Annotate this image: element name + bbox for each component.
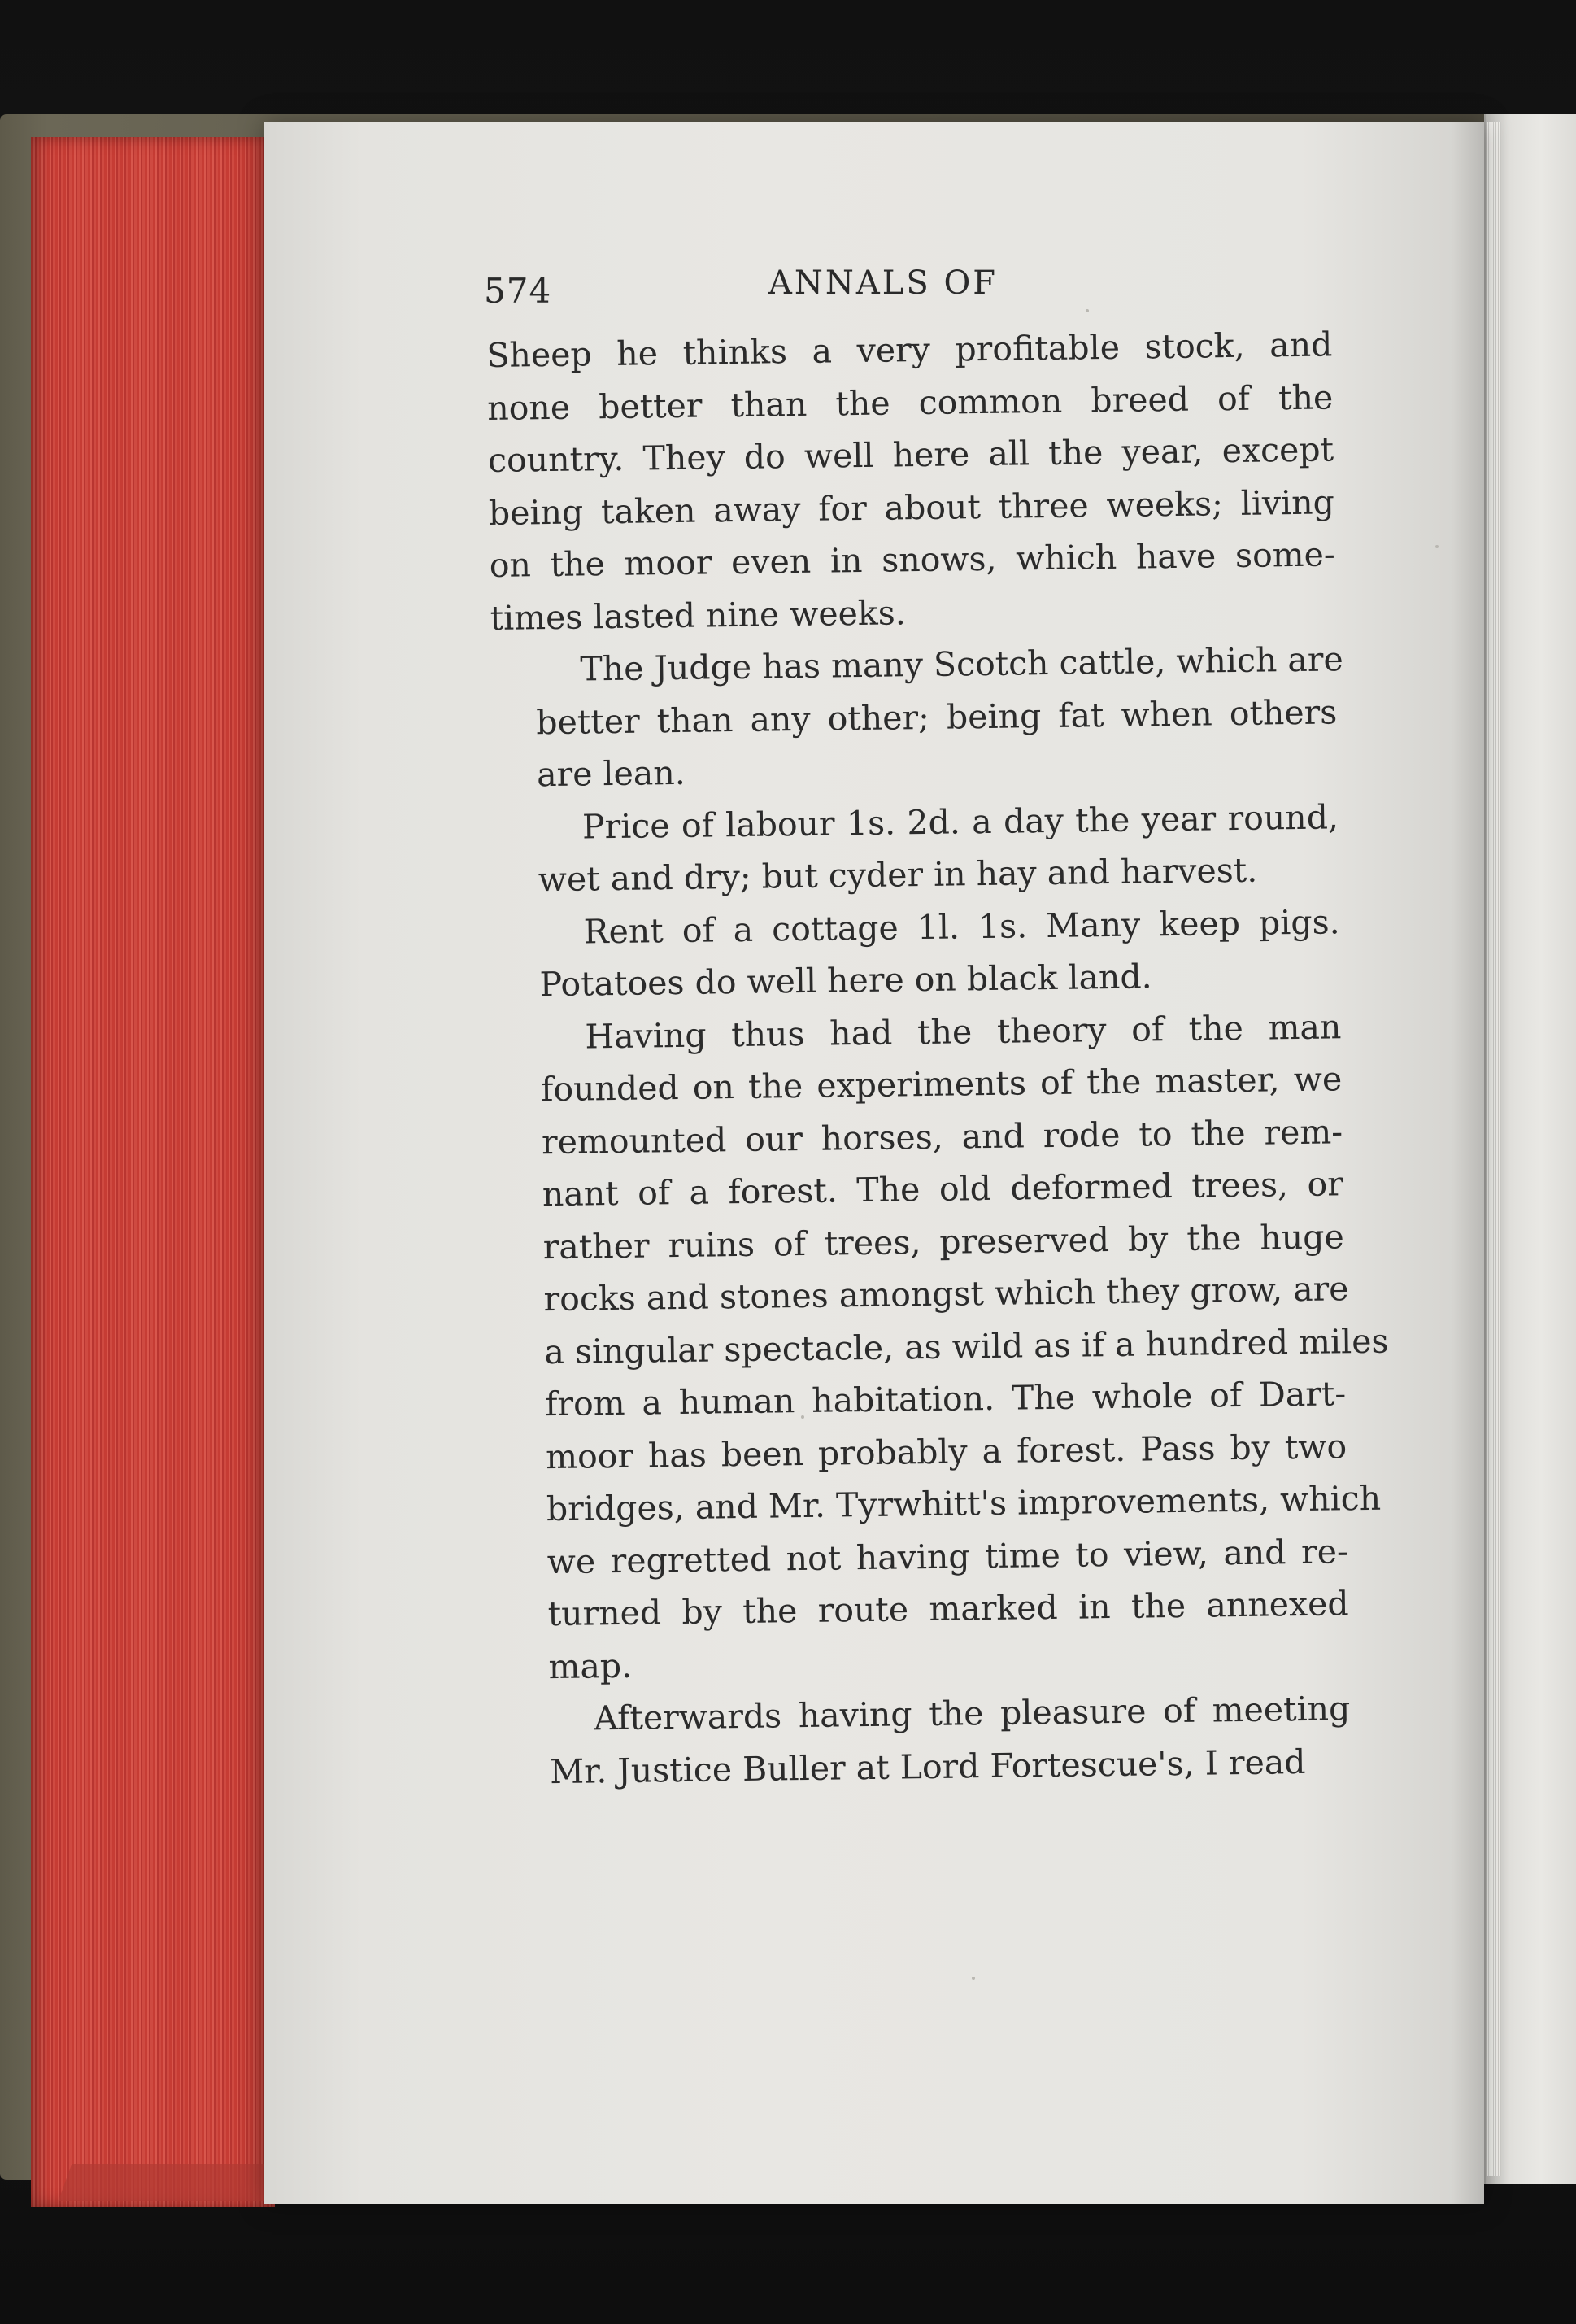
running-head: ANNALS OF: [768, 264, 998, 302]
paragraph: [486, 318, 1336, 644]
text-line: Potatoes do well here on black land.: [539, 957, 1152, 1005]
text-line: Mr. Justice Buller at Lord Fortescue's, I read: [549, 1742, 1306, 1791]
text-line: none better than the common breed of the: [486, 377, 1334, 428]
text-line: Sheep he thinks a very profitable stock, and: [486, 325, 1333, 375]
text-line: wet and dry; but cyder in hay and harvest.: [538, 850, 1258, 900]
page-number: 574: [484, 271, 552, 311]
paper-speck: [1086, 309, 1089, 312]
text-line: bridges, and Mr. Tyrwhitt's improvements, which: [546, 1478, 1382, 1529]
text-line: on the moor even in snows, which have some-: [489, 534, 1336, 585]
page-header: [484, 264, 1069, 313]
text-line: we regretted not having time to view, and re-: [546, 1531, 1349, 1581]
text-line: moor has been probably a forest. Pass by two: [545, 1426, 1347, 1476]
text-line: times lasted nine weeks.: [490, 592, 907, 638]
text-line: remounted our horses, and rode to the rem-: [541, 1111, 1343, 1162]
text-line: The Judge has many Scotch cattle, which are: [580, 639, 1343, 689]
text-line: turned by the route marked in the annexed: [547, 1584, 1349, 1634]
body-text: [486, 318, 1389, 1798]
facing-page-edges: [1487, 122, 1501, 2176]
paragraph: [495, 1001, 1389, 1694]
text-line: being taken away for about three weeks; living: [488, 482, 1335, 533]
gutter-shadow: [1452, 122, 1484, 2204]
paragraph: [494, 896, 1341, 1012]
paper-speck: [972, 1977, 975, 1980]
paper-speck: [1435, 545, 1439, 548]
text-line: better than any other; being fat when others: [536, 691, 1338, 742]
paragraph: [490, 633, 1343, 801]
text-line: rather ruins of trees, preserved by the huge: [542, 1216, 1344, 1267]
paragraph: [504, 1682, 1352, 1799]
text-line: are lean.: [536, 752, 686, 795]
text-line: country. They do well here all the year, except: [487, 429, 1334, 480]
text-line: rocks and stones amongst which they grow, are: [543, 1269, 1349, 1319]
text-line: Price of labour 1s. 2d. a day the year round,: [581, 796, 1339, 847]
paragraph: [493, 791, 1340, 907]
text-line: Afterwards having the pleasure of meeting: [594, 1689, 1351, 1738]
red-page-edges: [31, 137, 275, 2207]
text-line: Rent of a cottage 1l. 1s. Many keep pigs.: [583, 901, 1340, 951]
text-line: map.: [548, 1646, 633, 1686]
text-line: from a human habitation. The whole of Dart-: [544, 1374, 1347, 1424]
text-line: Having thus had the theory of the man: [585, 1006, 1342, 1056]
text-line: nant of a forest. The old deformed trees, or: [542, 1164, 1344, 1214]
text-line: a singular spectacle, as wild as if a hundred miles: [544, 1321, 1389, 1371]
text-line: founded on the experiments of the master, we: [540, 1059, 1343, 1110]
page-edge-corner: [59, 2164, 284, 2201]
